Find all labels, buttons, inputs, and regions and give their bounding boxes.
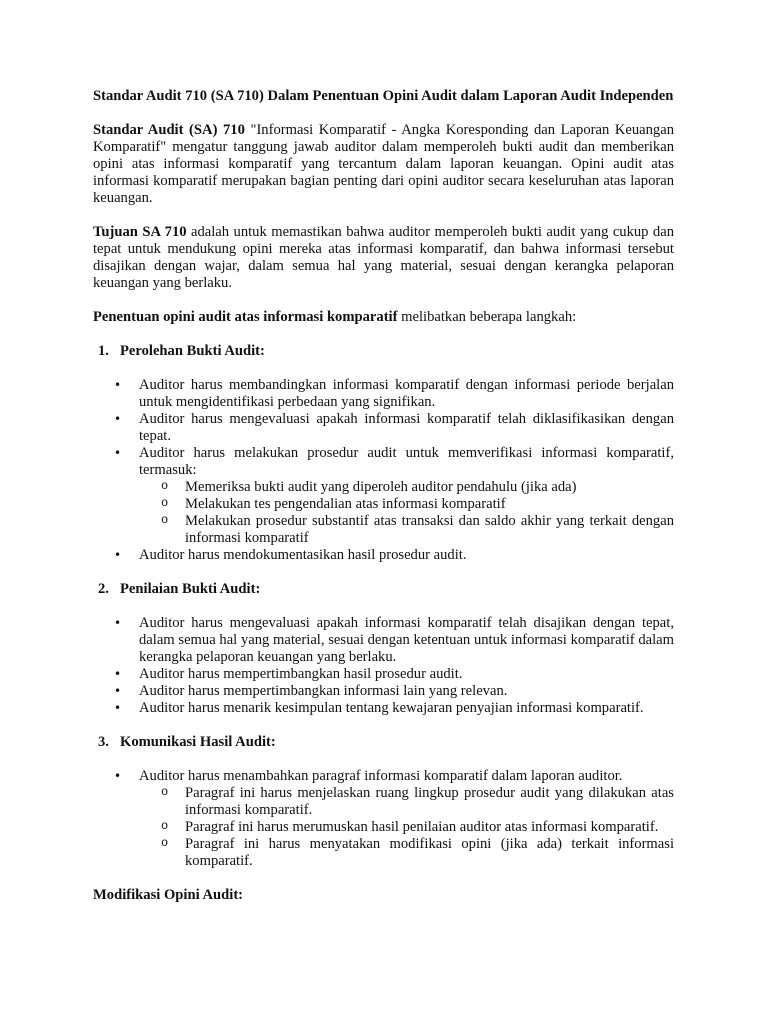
section-heading-komunikasi <box>93 734 674 751</box>
section-heading-text: Perolehan Bukti Audit: <box>120 343 265 359</box>
paragraph-lead: Tujuan SA 710 <box>93 224 187 240</box>
bullet-list <box>93 615 674 717</box>
sub-list-item: o Melakukan tes pengendalian atas informasi komparatif <box>185 496 674 513</box>
paragraph-penentuan <box>93 309 674 326</box>
list-item <box>139 445 674 547</box>
list-item: • Auditor harus membandingkan informasi komparatif dengan informasi periode berjalan untuk mengidentifikasi perbedaan yang signifikan. <box>139 377 674 411</box>
paragraph-text: adalah untuk memastikan bahwa auditor memperoleh bukti audit yang cukup dan tepat untuk mendukung opini mereka atas informasi komparatif, dan bahwa informasi tersebut disajikan dengan wajar, dalam semua hal yang material, sesuai dengan kerangka pelaporan keuangan yang berlaku. <box>93 224 675 291</box>
section-number: 2. <box>98 581 109 597</box>
sub-list-item: o Paragraf ini harus menjelaskan ruang lingkup prosedur audit yang dilakukan atas informasi komparatif. <box>185 785 674 819</box>
list-item: • Auditor harus mengevaluasi apakah informasi komparatif telah disajikan dengan tepat, dalam semua hal yang material, sesuai dengan ketentuan untuk informasi komparatif dalam kerangka pelaporan keuangan yang berlaku. <box>139 615 674 666</box>
paragraph-lead: Standar Audit (SA) 710 <box>93 122 245 138</box>
sub-list-item: o Paragraf ini harus menyatakan modifikasi opini (jika ada) terkait informasi komparatif. <box>185 836 674 870</box>
paragraph-lead: Penentuan opini audit atas informasi komparatif <box>93 309 398 325</box>
sub-list-item: o Paragraf ini harus merumuskan hasil penilaian auditor atas informasi komparatif. <box>185 819 674 836</box>
list-item-text: Auditor harus melakukan prosedur audit untuk memverifikasi informasi komparatif, termasuk: <box>139 445 674 478</box>
paragraph-text: melibatkan beberapa langkah: <box>397 309 577 325</box>
list-item <box>139 768 674 870</box>
sub-list <box>139 479 674 547</box>
paragraph-tujuan <box>93 224 674 292</box>
section-heading-perolehan <box>93 343 674 360</box>
list-item: • Auditor harus mendokumentasikan hasil prosedur audit. <box>139 547 674 564</box>
heading-modifikasi-opini: Modifikasi Opini Audit: <box>93 887 244 903</box>
section-heading-text: Penilaian Bukti Audit: <box>120 581 261 597</box>
section-heading-penilaian <box>93 581 674 598</box>
bullet-list <box>93 768 674 870</box>
paragraph-text: "Informasi Komparatif - Angka Koresponding dan Laporan Keuangan Komparatif" mengatur tanggung jawab auditor dalam memperoleh bukti audit dan memberikan opini atas informasi komparatif yang tercantum dalam laporan keuangan. Opini audit atas informasi komparatif merupakan bagian penting dari opini auditor secara keseluruhan atas laporan keuangan. <box>93 122 674 206</box>
list-item-text: Auditor harus menambahkan paragraf informasi komparatif dalam laporan auditor. <box>139 768 623 784</box>
bullet-list <box>93 377 674 564</box>
section-number: 3. <box>98 734 109 750</box>
sub-list-item: o Memeriksa bukti audit yang diperoleh auditor pendahulu (jika ada) <box>185 479 674 496</box>
sub-list <box>139 785 674 870</box>
list-item: • Auditor harus menarik kesimpulan tentang kewajaran penyajian informasi komparatif. <box>139 700 674 717</box>
section-number: 1. <box>98 343 109 359</box>
list-item: • Auditor harus mengevaluasi apakah informasi komparatif telah diklasifikasikan dengan tepat. <box>139 411 674 445</box>
paragraph-sa710-intro <box>93 122 674 207</box>
document-body <box>93 88 674 904</box>
sub-list-item: o Melakukan prosedur substantif atas transaksi dan saldo akhir yang terkait dengan informasi komparatif <box>185 513 674 547</box>
list-item: • Auditor harus mempertimbangkan hasil prosedur audit. <box>139 666 674 683</box>
list-item: • Auditor harus mempertimbangkan informasi lain yang relevan. <box>139 683 674 700</box>
document-title: Standar Audit 710 (SA 710) Dalam Penentuan Opini Audit dalam Laporan Audit Independen <box>93 88 674 104</box>
section-heading-text: Komunikasi Hasil Audit: <box>120 734 276 750</box>
